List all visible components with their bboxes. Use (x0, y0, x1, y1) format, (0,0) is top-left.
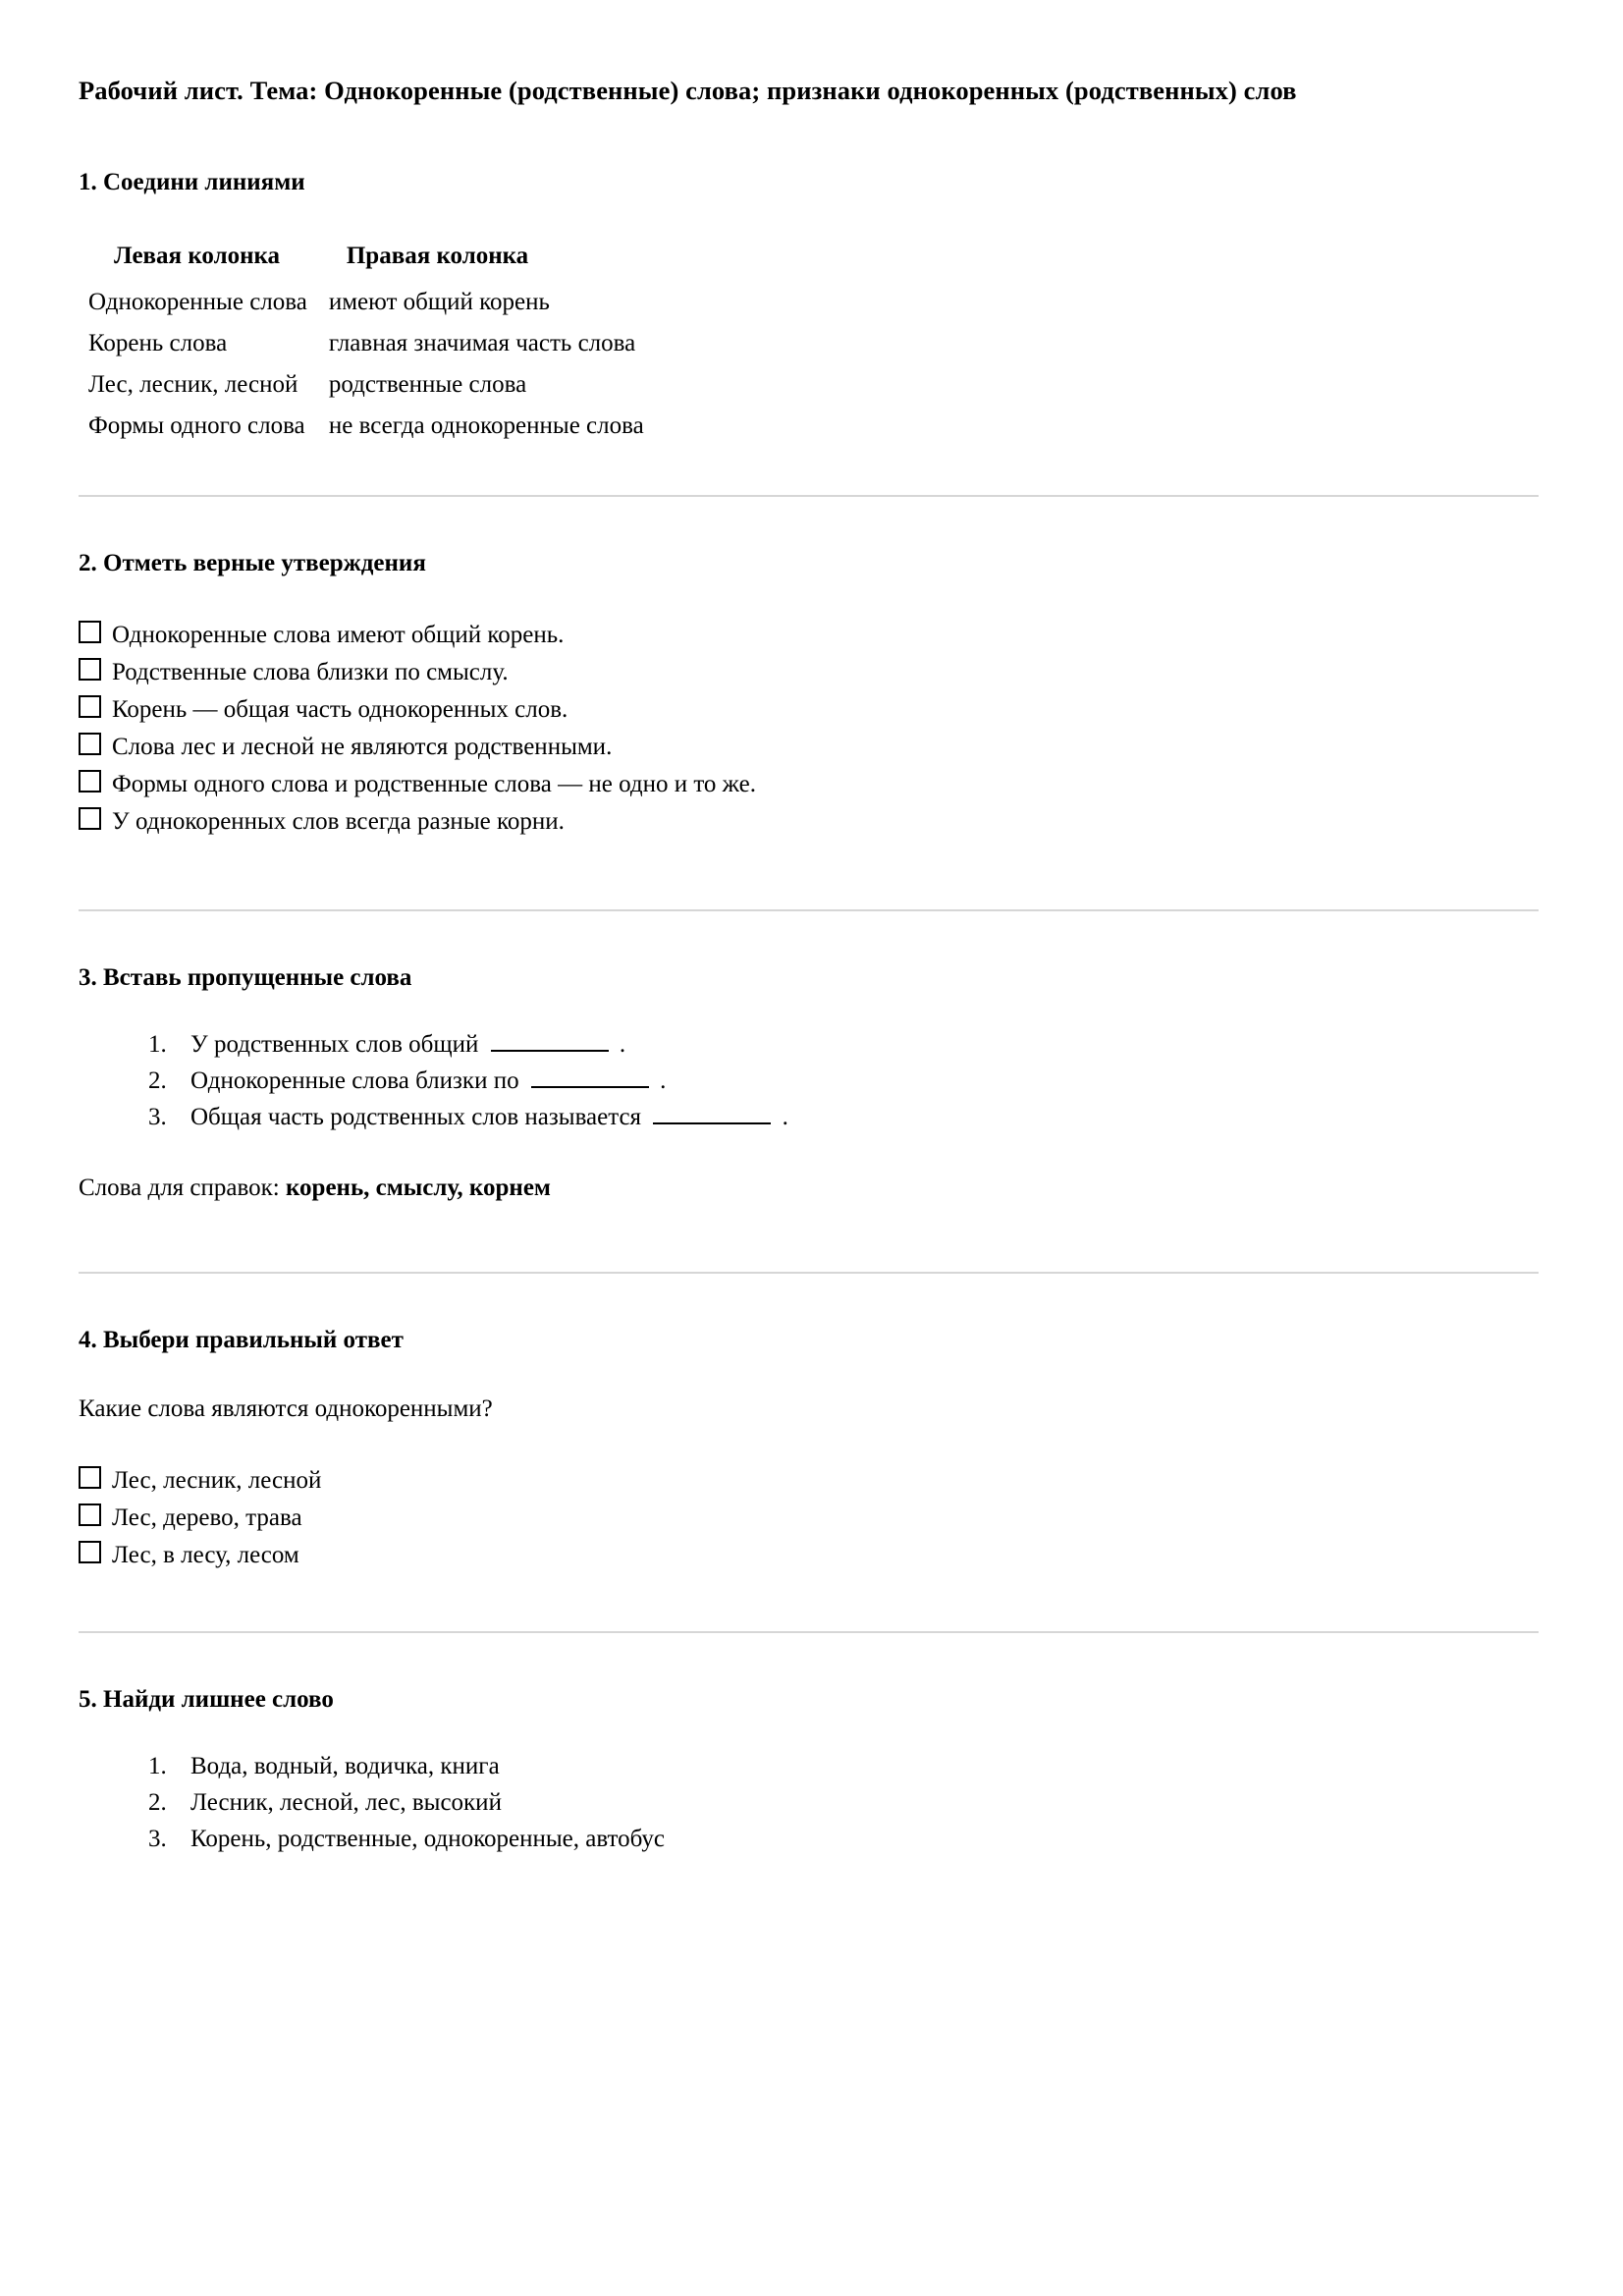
section-divider (79, 1631, 1539, 1633)
multiple-choice-list (79, 1465, 1539, 1570)
fill-blank-prompt: Однокоренные слова близки по (190, 1067, 519, 1095)
match-right-item[interactable]: имеют общий корень (328, 289, 550, 316)
match-left-item[interactable]: Формы одного слова (88, 412, 305, 440)
checkbox-icon[interactable] (79, 621, 101, 643)
table-row[interactable] (79, 406, 654, 447)
odd-one-out-words: Корень, родственные, однокоренные, автобус (190, 1826, 665, 1853)
choice-item-label: Лес, дерево, трава (112, 1503, 302, 1531)
section-divider (79, 1272, 1539, 1274)
true-statements-checklist (79, 620, 1539, 837)
checkbox-icon[interactable] (79, 807, 101, 830)
checklist-item[interactable] (79, 694, 1539, 725)
choice-item[interactable] (79, 1503, 1539, 1533)
fill-blank-prompt: Общая часть родственных слов называется (190, 1104, 642, 1131)
table-row[interactable] (79, 364, 654, 406)
checklist-item[interactable] (79, 806, 1539, 837)
fill-in-blanks-list (79, 1029, 1539, 1133)
match-left-item[interactable]: Корень слова (88, 330, 228, 357)
list-item (173, 1066, 1539, 1097)
odd-one-out-words: Лесник, лесной, лес, высокий (190, 1789, 502, 1817)
checklist-item-label: Однокоренные слова имеют общий корень. (112, 621, 565, 648)
checkbox-icon[interactable] (79, 1541, 101, 1563)
section-divider (79, 909, 1539, 911)
section-4-question: Какие слова являются однокоренными? (79, 1395, 493, 1423)
odd-one-out-list (79, 1751, 1539, 1855)
table-header-row (79, 236, 654, 282)
choice-item[interactable] (79, 1540, 1539, 1570)
list-item (173, 1029, 1539, 1061)
match-right-item[interactable]: главная значимая часть слова (328, 330, 636, 357)
section-5-heading: 5. Найди лишнее слово (79, 1685, 334, 1713)
list-item[interactable] (173, 1787, 1539, 1819)
choice-item[interactable] (79, 1465, 1539, 1496)
list-item[interactable] (173, 1824, 1539, 1855)
checklist-item[interactable] (79, 657, 1539, 687)
choice-item-label: Лес, лесник, лесной (112, 1466, 322, 1494)
matching-table-head (79, 236, 654, 282)
section-1-heading: 1. Соедини линиями (79, 168, 305, 195)
match-left-item[interactable]: Лес, лесник, лесной (88, 371, 298, 399)
checklist-item-label: Корень — общая часть однокоренных слов. (112, 695, 568, 723)
list-item (173, 1102, 1539, 1133)
matching-table (79, 236, 654, 447)
fill-blank-prompt: У родственных слов общий (190, 1031, 479, 1059)
section-3-heading: 3. Вставь пропущенные слова (79, 963, 412, 991)
table-row[interactable] (79, 323, 654, 364)
fill-blank-suffix: . (782, 1104, 788, 1131)
fill-blank-suffix: . (660, 1067, 667, 1095)
checkbox-icon[interactable] (79, 1503, 101, 1526)
section-divider (79, 495, 1539, 497)
checkbox-icon[interactable] (79, 770, 101, 793)
section-divider-1-wrap (79, 495, 1539, 497)
fill-blank-suffix: . (619, 1031, 626, 1059)
match-right-item[interactable]: не всегда однокоренные слова (328, 412, 644, 440)
blank-input[interactable] (653, 1104, 771, 1124)
checkbox-icon[interactable] (79, 1466, 101, 1489)
checkbox-icon[interactable] (79, 733, 101, 755)
section-4-heading: 4. Выбери правильный ответ (79, 1326, 404, 1353)
checkbox-icon[interactable] (79, 695, 101, 718)
checklist-item-label: У однокоренных слов всегда разные корни. (112, 807, 565, 835)
checklist-item-label: Формы одного слова и родственные слова — не одно и то же. (112, 770, 756, 797)
word-bank (79, 1173, 1539, 1205)
section-divider-3-wrap (79, 1272, 1539, 1274)
list-item[interactable] (173, 1751, 1539, 1782)
match-left-item[interactable]: Однокоренные слова (88, 289, 307, 316)
column-header-left: Левая колонка (114, 243, 281, 270)
page-title: Рабочий лист. Тема: Однокоренные (родственные) слова; признаки однокоренных (родственных) слов (79, 76, 1297, 105)
odd-one-out-words: Вода, водный, водичка, книга (190, 1753, 500, 1780)
word-bank-label: Слова для справок: (79, 1175, 286, 1202)
checklist-item-label: Родственные слова близки по смыслу. (112, 658, 509, 685)
matching-table-body (79, 282, 654, 447)
section-2-heading: 2. Отметь верные утверждения (79, 550, 426, 577)
blank-input[interactable] (491, 1031, 609, 1052)
checklist-item[interactable] (79, 620, 1539, 650)
blank-input[interactable] (531, 1067, 649, 1088)
word-bank-words: корень, смыслу, корнем (285, 1175, 551, 1202)
checkbox-icon[interactable] (79, 658, 101, 681)
section-divider-2-wrap (79, 909, 1539, 911)
column-header-right: Правая колонка (346, 243, 529, 270)
choice-item-label: Лес, в лесу, лесом (112, 1541, 299, 1568)
section-divider-4-wrap (79, 1631, 1539, 1633)
checklist-item-label: Слова лес и лесной не являются родственными. (112, 733, 613, 760)
table-row[interactable] (79, 282, 654, 323)
checklist-item[interactable] (79, 732, 1539, 762)
checklist-item[interactable] (79, 769, 1539, 799)
match-right-item[interactable]: родственные слова (328, 371, 527, 399)
